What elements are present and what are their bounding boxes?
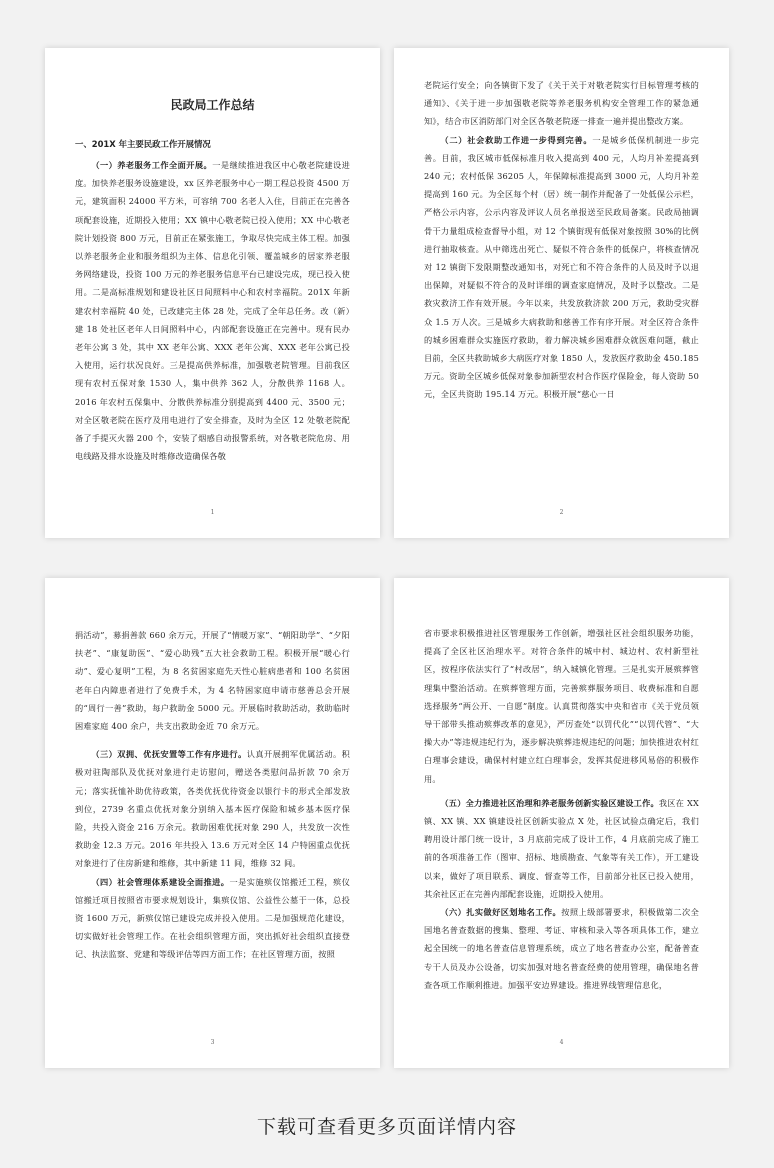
paragraph-text: 认真开展拥军优属活动。积极对驻陶部队及优抚对象进行走访慰问，赠送各类慰问品折款 70 余万元；落实抚恤补助优待政策，各类优抚优待资金以银行卡的形式全部发放到位，2739 名重点优抚对象分别纳入基本医疗保险和城乡基本医疗保险，共投入资金 216 万余元。救助困难优抚对象 290 人，共发放一次性救助金 12.3 万元。2016 年共投入 13.6 万元对全区 14 户特困重点优抚对象进行了住房新建和维修，其中新建 11 间，维修 32 间。 [75,749,350,869]
paragraph-lead: （二）社会救助工作进一步得到完善。 [440,134,593,145]
paragraph-text: 按照上级部署要求，积极做第二次全国地名普查数据的搜集、整理、考证、审核和录入等各项具体工作，建立起全国统一的地名普查信息管理系统，成立了地名普查办公室，配备普查专干人员及办公设备，切实加强对地名普查经费的使用管理，确保地名普查各项工作顺利推进。加强平安边界建设。推进界线管理信息化， [424,907,699,990]
document-page-2 [394,48,729,538]
paragraph-text: 捐活动”，募捐善款 660 余万元，开展了“情暖万家”、“朝阳助学”、“夕阳扶老”、“康复助医”、“爱心助残”五大社会救助工程。积极开展“暖心行动”、爱心复明”工程，为 8 名贫困家庭先天性心脏病患者和 100 名贫困老年白内障患者进行了免费手术，为 4 名特困家庭申请市慈善总会开展的“周行一善”救助，每户救助金 5000 元。开展临时救助活动，救助临时困难家庭 400 余户，共支出救助金近 70 余万元。 [75,630,350,732]
paragraph [75,873,350,964]
paragraph-lead: （三）双拥、优抚安置等工作有序进行。 [91,749,247,760]
paragraph-lead: （四）社会管理体系建设全面推进。 [91,876,230,887]
document-title: 民政局工作总结 [170,98,255,112]
paragraph [424,903,699,994]
document-page-3 [45,578,380,1068]
paragraph [75,745,350,872]
page-number: 2 [559,509,564,516]
paragraph-text: 一是继续推进我区中心敬老院建设进度。加快养老服务设施建设，xx 区养老服务中心一期工程总投资 4500 万元，建筑面积 24000 平方米，可容纳 700 名老人入住，目前正在完善各项配套设施，近期投入使用；XX 镇中心敬老院已投入使用；XX 中心敬老院计划投资 800 万元，目前正在紧张施工，争取尽快完成主体工程。加强以养老服务企业和服务组织为主体、信息化引领、覆盖城乡的居家养老服务网络建设，投资 100 万元的养老服务信息平台已建设完成，现已投入使用。二是高标准规划和建设社区日间照料中心和农村幸福院。201X 年新建农村幸福院 40 处，已改建完主体 28 处，完成了全年总任务。改（新）建 18 处社区老年人日间照料中心，内部配套设施正在完善中。现有民办老年公寓 3 处，其中 XX 老年公寓、XXX 老年公寓、XXX 老年公寓已投入使用，运行状况良好。三是提高供养标准，加强敬老院管理。目前我区现有农村五保对象 1530 人，集中供养 362 人，分散供养 1168 人。2016 年农村五保集中、分散供养标准分别提高到 4400 元、3500 元；对全区敬老院在医疗及用电进行了安全排查，及时为全区 12 处敬老院配备了手提灭火器 200 个，安装了烟感自动报警系统，对各敬老院危房、用电线路及排水设施及时维修改造确保各敬 [75,160,350,462]
page-number: 1 [210,509,215,516]
page-number: 4 [559,1039,564,1046]
paragraph [424,76,699,131]
paragraph [424,794,699,903]
paragraph-text: 老院运行安全；向各镇街下发了《关于关于对敬老院实行目标管理考核的通知》、《关于进一步加强敬老院等养老服务机构安全管理工作的紧急通知》，结合市区消防部门对全区各敬老院逐一排查一遍并提出整改方案。 [424,80,699,127]
paragraph [424,131,699,404]
document-page-1 [45,48,380,538]
document-page-4 [394,578,729,1068]
page-number: 3 [210,1039,215,1046]
paragraph-text: 一是城乡低保机制进一步完善。目前，我区城市低保标准月收入提高到 400 元，人均月补差提高到 240 元；农村低保 36205 人，年保障标准提高到 3000 元，人均月补差提高到 160 元。为全区每个村（居）统一制作并配备了一处低保公示栏，严格公示内容，公示内容及评议人员名单报送至民政局备案。民政局抽调骨干力量组成检查督导小组，对 12 个镇街现有低保对象按照 30%的比例进行抽取核查。从中筛选出死亡、疑似不符合条件的低保户，将核查情况对 12 镇街下发限期整改通知书，对死亡和不符合条件的人员及时予以退出保障，对疑似不符合的及时详细的调查家庭情况，及时予以整改。二是救灾救济工作有效开展。今年以来，共发放救济款 200 万元，救助受灾群众 1.5 万人次。三是城乡大病救助和慈善工作有序开展。对全区符合条件的城乡困难群众实施医疗救助，着力解决城乡困难群众就医难问题，截止目前，全区共救助城乡大病医疗对象 1850 人，发放医疗救助金 450.185 万元。资助全区城乡低保对象参加新型农村合作医疗保险金，每人资助 50 元，全区共资助 195.14 万元。积极开展“慈心一日 [424,134,699,400]
paragraph-text: 省市要求积极推进社区管理服务工作创新，增强社区社会组织服务功能，提高了全区社区治理水平。对符合条件的城中村、城边村、农村新型社区，按程序依法实行了“村改居”，纳入城镇化管理。三是扎实开展殡葬管理集中整治活动。在殡葬管理方面，完善殡葬服务项目、收费标准和自愿选择服务“两公开、一自愿”制度。认真贯彻落实中央和省市《关于党员领导干部带头推动殡葬改革的意见》，严厉查处“以罚代化”“以罚代管”、“大操大办”等违规违纪行为，逐步解决殡葬违规违纪的问题；加快推进农村红白理事会建设，确保村村建立红白理事会，发挥其促进移风易俗的积极作用。 [424,628,699,784]
paragraph-lead: （一）养老服务工作全面开展。 [91,160,213,170]
paragraph [424,624,699,788]
download-more-prompt[interactable]: 下载可查看更多页面详情内容 [256,1116,517,1138]
section-heading: 一、201X 年主要民政工作开展情况 [75,139,211,149]
paragraph-text: 我区在 XX 镇、XX 镇、XX 镇建设社区创新实验点 X 处，社区试验点确定后，我们聘用设计部门统一设计，3 月底前完成了设计工作，4 月底前完成了施工前的各项准备工作（图审、招标、地质勘查、气象等有关工作），开工建设以来，做好了项目联系、调度、督查等工作，目前部分社区已投入使用，其余社区正在完善内部配套设施，近期投入使用。 [424,797,699,899]
paragraph-lead: （五）全力推进社区治理和养老服务创新实验区建设工作。 [440,797,659,808]
paragraph-text: 一是实施殡仪馆搬迁工程，殡仪馆搬迁项目按照省市要求规划设计，集殡仪馆、公益性公墓于一体，总投资 1600 万元，新殡仪馆已建设完成并投入使用。二是加强规范化建设，切实做好社会管理工作。在社会组织管理方面，突出抓好社会组织直接登记、执法监察、党建和等级评估等四方面工作；在社区管理方面，按照 [75,876,350,960]
paragraph [75,626,350,735]
paragraph-lead: （六）扎实做好区划地名工作。 [440,907,562,918]
paragraph [75,156,350,465]
